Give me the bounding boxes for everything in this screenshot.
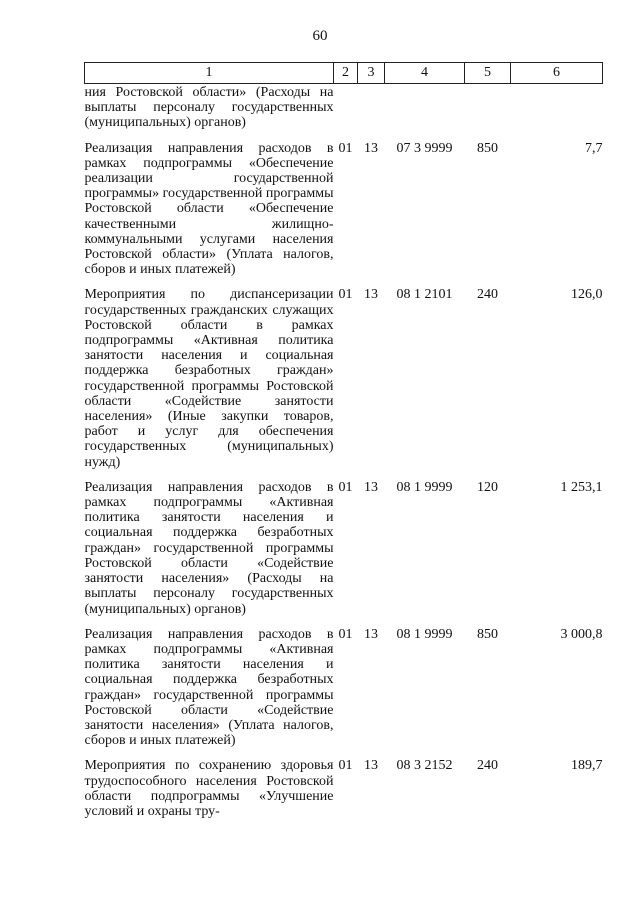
row-expense-type: 240 <box>477 758 498 774</box>
column-header-4: 4 <box>385 63 465 84</box>
row-amount <box>511 84 603 141</box>
row-description: ния Ростовской области» (Расходы на выплаты персоналу государственных (муниципальных) органов) <box>84 85 334 131</box>
row-target-article: 08 1 9999 <box>396 626 453 642</box>
table-row <box>85 287 603 479</box>
column-header-1: 1 <box>85 63 334 84</box>
row-subsection-code: 13 <box>364 140 378 156</box>
row-description: Реализация направления расходов в рамках подпрограммы «Активная политика занятости населения и социальная поддержка безработных граждан» государственной программы Ростовской области «Содействие занятости населения» (Уплата налогов, сборов и иных платежей) <box>84 626 334 749</box>
row-target-article <box>385 84 465 141</box>
row-amount: 126,0 <box>571 287 603 303</box>
row-subsection-code: 13 <box>364 479 378 495</box>
row-target-article: 08 3 2152 <box>396 758 453 774</box>
row-description: Мероприятия по сохранению здоровья трудоспособного населения Ростовской области подпрограммы «Улучшение условий и охраны тру- <box>84 758 334 819</box>
table-row <box>85 480 603 627</box>
column-header-2: 2 <box>334 63 358 84</box>
row-section-code: 01 <box>338 479 353 495</box>
row-section-code: 01 <box>338 758 353 774</box>
row-section-code: 01 <box>338 140 353 156</box>
row-subsection-code: 13 <box>364 758 378 774</box>
row-expense-type: 120 <box>477 479 498 495</box>
row-target-article: 08 1 2101 <box>396 287 453 303</box>
row-expense-type: 850 <box>477 140 498 156</box>
row-section-code <box>334 84 358 141</box>
row-target-article: 08 1 9999 <box>396 479 453 495</box>
row-amount: 1 253,1 <box>560 479 603 495</box>
row-subsection-code: 13 <box>364 626 378 642</box>
row-section-code: 01 <box>338 287 353 303</box>
budget-table <box>84 62 603 829</box>
row-amount: 3 000,8 <box>560 626 603 642</box>
row-amount: 7,7 <box>585 140 603 156</box>
row-amount: 189,7 <box>571 758 603 774</box>
table-row <box>85 627 603 759</box>
row-expense-type <box>465 84 511 141</box>
column-header-3: 3 <box>358 63 385 84</box>
row-description: Реализация направления расходов в рамках подпрограммы «Обеспечение реализации государственной программы» государственной программы Ростовской области «Обеспечение качественными жилищно-коммунальными услугами населения Ростовской области» (Уплата налогов, сборов и иных платежей) <box>84 140 334 278</box>
row-subsection-code <box>358 84 385 141</box>
table-header-row <box>85 63 603 84</box>
row-description: Реализация направления расходов в рамках подпрограммы «Активная политика занятости населения и социальная поддержка безработных граждан» государственной программы Ростовской области «Содействие занятости населения» (Расходы на выплаты персоналу государственных (муниципальных) органов) <box>84 479 334 617</box>
row-expense-type: 850 <box>477 626 498 642</box>
row-target-article: 07 3 9999 <box>396 140 453 156</box>
row-section-code: 01 <box>338 626 353 642</box>
row-subsection-code: 13 <box>364 287 378 303</box>
table-row <box>85 141 603 288</box>
table-row <box>85 84 603 141</box>
column-header-5: 5 <box>465 63 511 84</box>
table-row <box>85 758 603 829</box>
row-description: Мероприятия по диспансеризации государственных гражданских служащих Ростовской области в рамках подпрограммы «Активная политика занятости населения и социальная поддержка безработных граждан» государственной программы Ростовской области «Содействие занятости населения» (Иные закупки товаров, работ и услуг для обеспечения государственных (муниципальных) нужд) <box>84 287 334 470</box>
row-expense-type: 240 <box>477 287 498 303</box>
column-header-6: 6 <box>511 63 603 84</box>
page-number: 60 <box>312 28 328 44</box>
